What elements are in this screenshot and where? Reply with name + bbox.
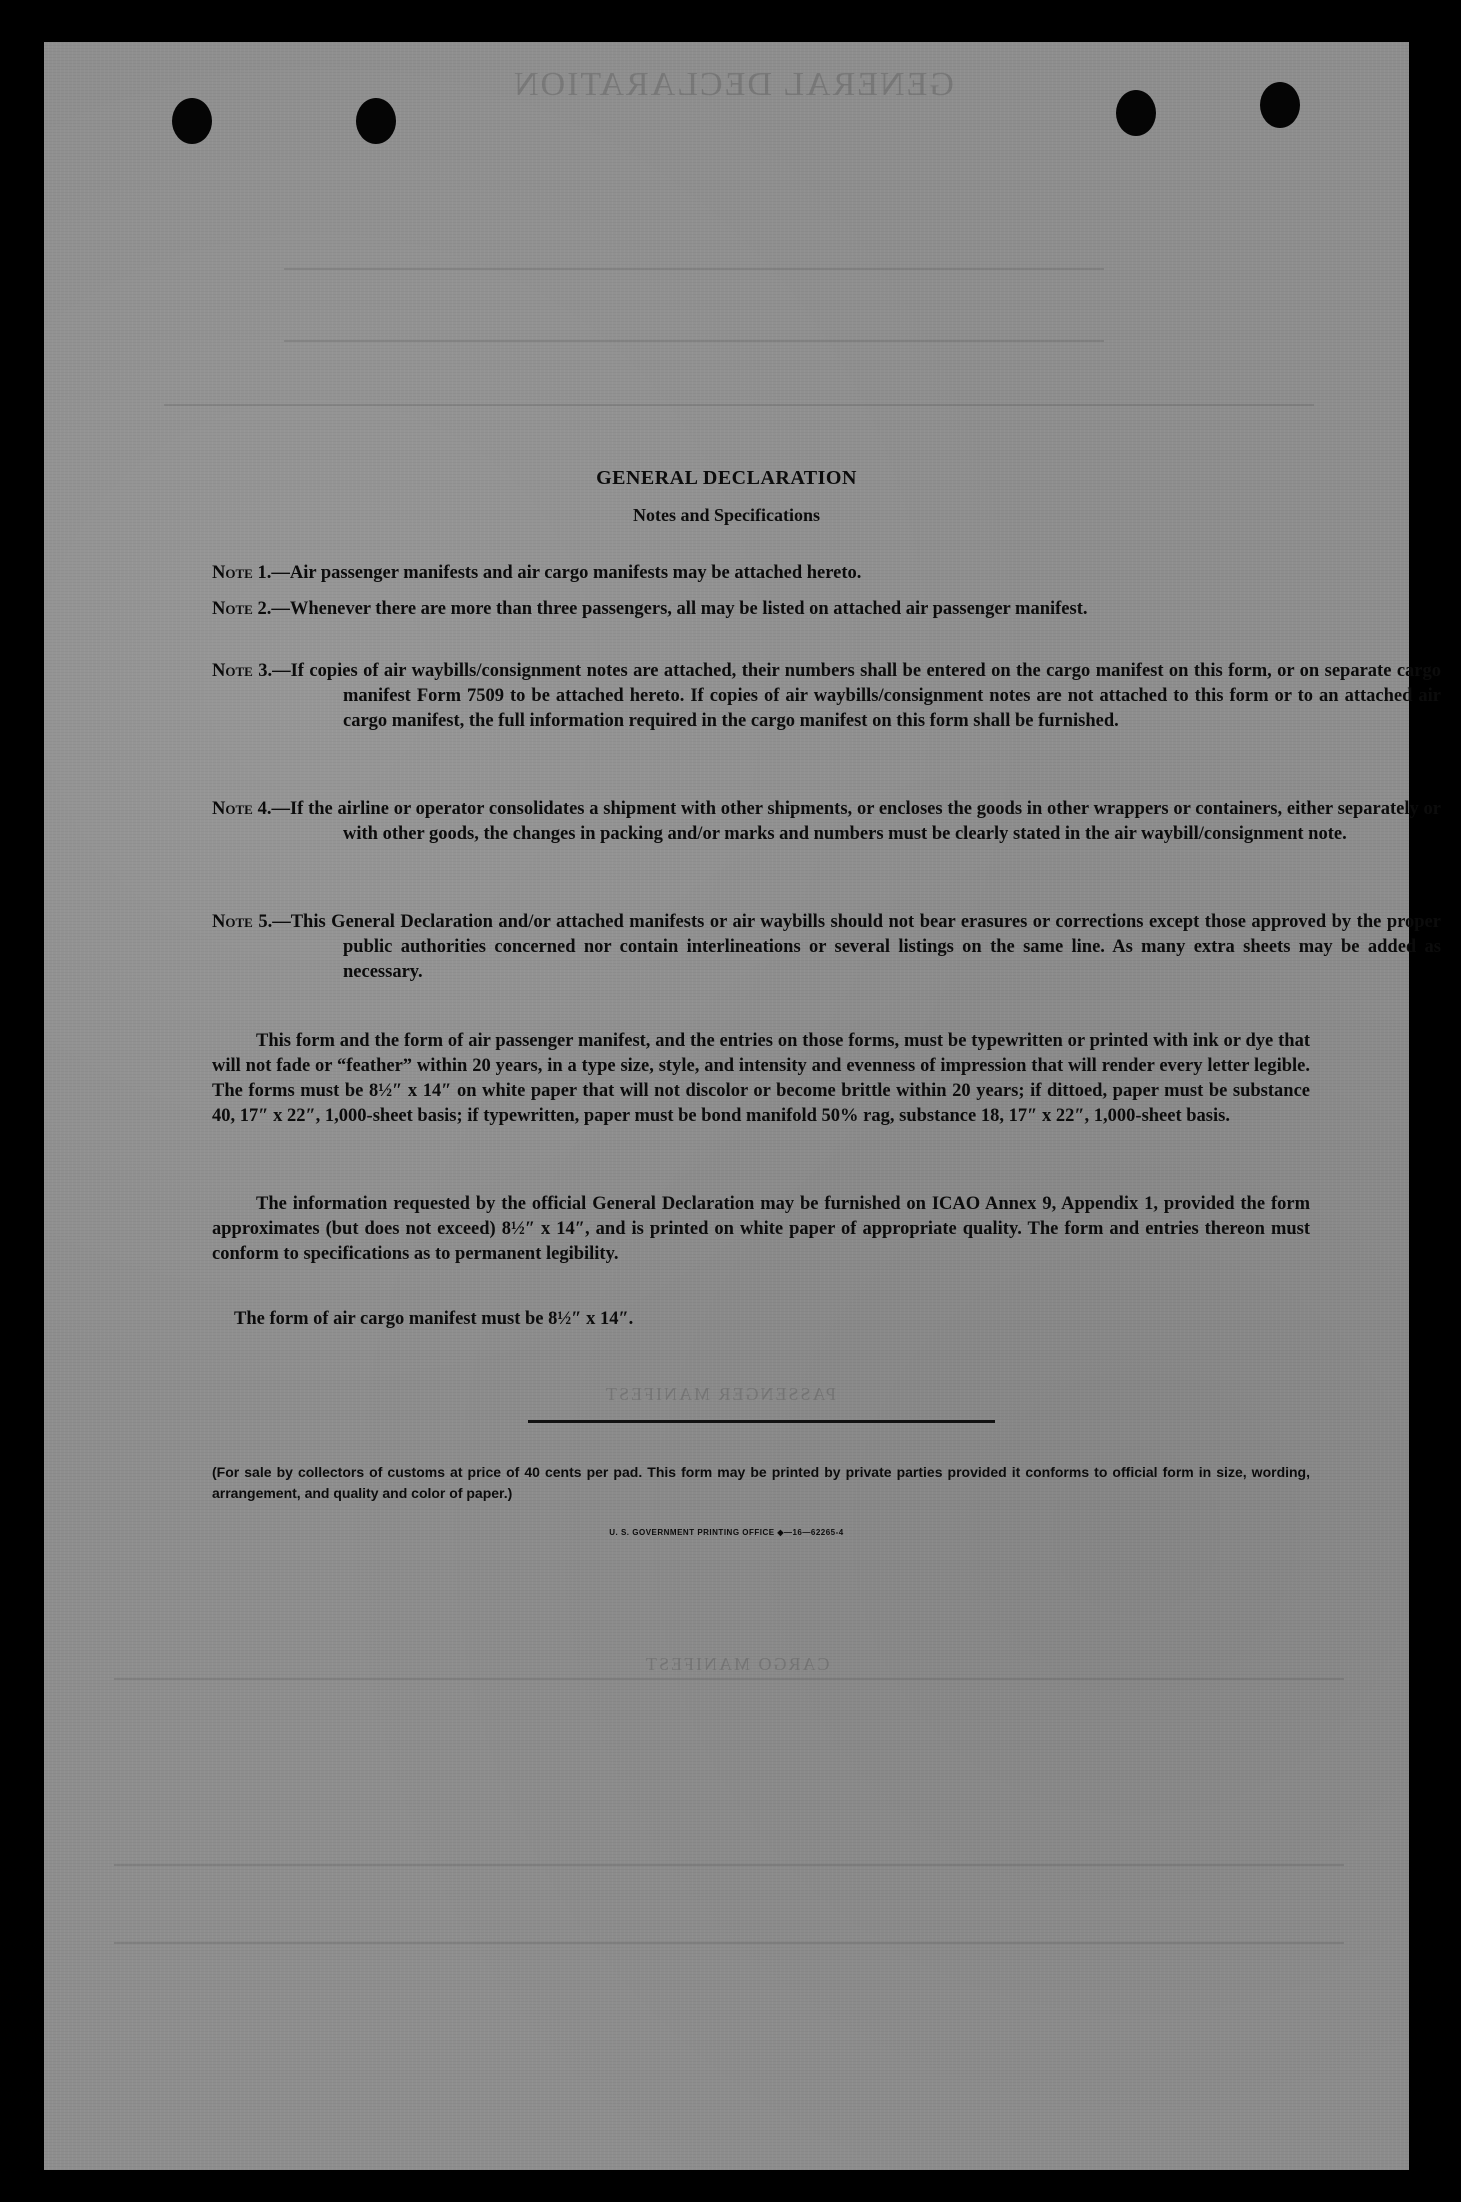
document-title: GENERAL DECLARATION [596, 467, 857, 489]
note-1 [212, 561, 1441, 586]
paragraph-form-requirements: This form and the form of air passenger manifest, and the entries on those forms, must be typewritten or printed with ink or dye that will not fade or “feather” within 20 years, in a type size, style, and intensity and evenness of impression that will render every letter legible. The forms must be 8½″ x 14″ on white paper that will not discolor or become brittle within 20 years; if dittoed, paper must be substance 40, 17″ x 22″, 1,000-sheet basis; if typewritten, paper must be bond manifold 50% rag, substance 18, 17″ x 22″, 1,000-sheet basis. [212, 1031, 1310, 1126]
note-4 [212, 797, 1441, 847]
punch-hole [356, 98, 396, 144]
document-page [44, 42, 1441, 2170]
paragraph-icao: The information requested by the official General Declaration may be furnished on ICAO Annex 9, Appendix 1, provided the form approximates (but does not exceed) 8½″ x 14″, and is printed on white paper of appropriate quality. The form and entries thereon must conform to specifications as to permanent legibility. [212, 1194, 1310, 1264]
paragraph-cargo-manifest: The form of air cargo manifest must be 8½″ x 14″. [234, 1309, 634, 1329]
bleed-through-line [114, 1864, 1344, 1866]
bleed-through-header: GENERAL DECLARATION [512, 66, 954, 103]
note-3 [212, 659, 1441, 734]
note-text: —If the airline or operator consolidates a shipment with other shipments, or encloses the goods in other wrappers or containers, either separately or with other goods, the changes in packing and/or marks and numbers must be clearly stated in the air waybill/consignment note. [271, 799, 1441, 844]
document-subtitle: Notes and Specifications [632, 505, 820, 525]
note-text: —Whenever there are more than three passengers, all may be listed on attached air passenger manifest. [271, 599, 1088, 619]
note-label: Note 3. [212, 661, 273, 681]
note-label: Note 2. [212, 599, 272, 619]
bleed-through-cargo: CARGO MANIFEST [644, 1654, 830, 1674]
note-label: Note 1. [212, 563, 272, 583]
note-label: Note 4. [212, 799, 272, 819]
note-label: Note 5. [212, 912, 273, 932]
note-2 [212, 597, 1441, 622]
printer-imprint: U. S. GOVERNMENT PRINTING OFFICE ◆—16—62265-4 [609, 1528, 844, 1537]
punch-hole [1116, 90, 1156, 136]
bleed-through-line [284, 268, 1104, 270]
note-5 [212, 910, 1441, 985]
bleed-through-line [284, 340, 1104, 342]
divider-rule [528, 1420, 995, 1423]
bleed-through-line [114, 1942, 1344, 1944]
bleed-through-line [164, 404, 1314, 406]
note-text: —This General Declaration and/or attached manifests or air waybills should not bear erasures or corrections except those approved by the proper public authorities concerned nor contain interlineations or several listings on the same line. As many extra sheets may be added as necessary. [272, 912, 1441, 982]
bleed-through-passenger: PASSENGER MANIFEST [604, 1384, 836, 1404]
note-text: —Air passenger manifests and air cargo manifests may be attached hereto. [271, 563, 862, 583]
punch-hole [172, 98, 212, 144]
note-text: —If copies of air waybills/consignment notes are attached, their numbers shall be entered on the cargo manifest on this form, or on separate cargo manifest Form 7509 to be attached hereto. If copies of air waybills/consignment notes are not attached to this form or to an attached air cargo manifest, the full information required in the cargo manifest on this form shall be furnished. [272, 661, 1441, 731]
sale-notice: (For sale by collectors of customs at price of 40 cents per pad. This form may be printed by private parties provided it conforms to official form in size, wording, arrangement, and quality and color of paper.) [212, 1464, 1310, 1501]
punch-hole [1260, 82, 1300, 128]
bleed-through-line [114, 1678, 1344, 1680]
